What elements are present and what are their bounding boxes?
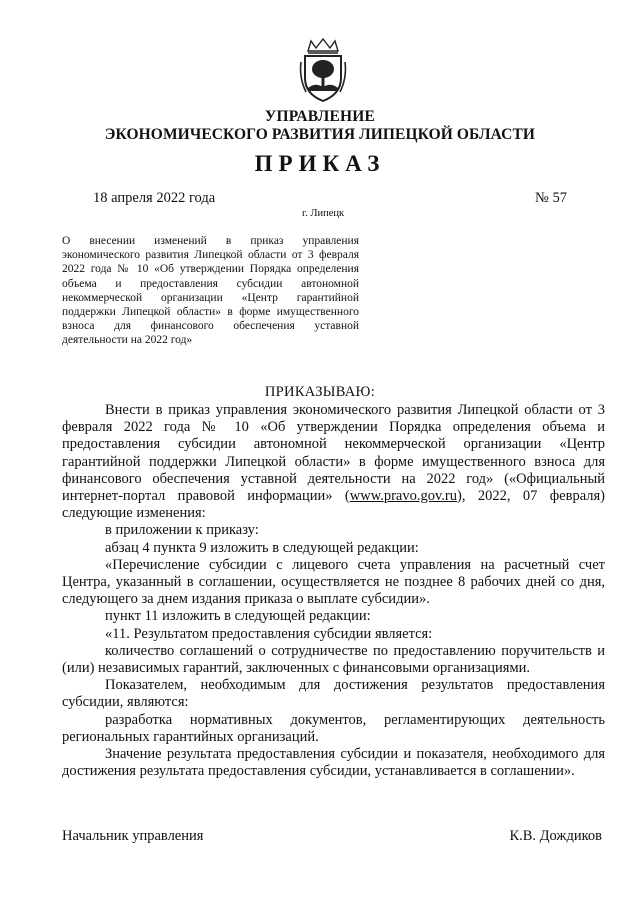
document-title: ПРИКАЗ: [254, 151, 386, 176]
organization-name-line1: УПРАВЛЕНИЕ: [264, 108, 376, 125]
lipetsk-coat-of-arms-icon: [298, 38, 348, 104]
body-paragraph-6: «11. Результатом предоставления субсидии является:: [105, 625, 433, 642]
body-paragraph-3: абзац 4 пункта 9 изложить в следующей редакции:: [105, 539, 419, 556]
document-city: г. Липецк: [302, 208, 345, 219]
order-word: ПРИКАЗЫВАЮ:: [264, 384, 376, 400]
body-paragraph-10: Значение результата предоставления субсидии и показателя, необходимого для достижения результата предоставления субсидии, устанавливается в соглашении».: [62, 746, 605, 780]
document-number: № 57: [535, 190, 567, 206]
body-paragraph-8: Показателем, необходимым для достижения результатов предоставления субсидии, являются:: [62, 677, 605, 711]
document-date: 18 апреля 2022 года: [93, 190, 216, 206]
body-paragraph-5: пункт 11 изложить в следующей редакции:: [105, 608, 371, 625]
body-paragraph-1: [62, 402, 605, 522]
paragraph-text: ), 2022, 07 февраля) следующие изменения:: [62, 488, 605, 522]
document-subject: О внесении изменений в приказ управления экономического развития Липецкой области от 3 февраля 2022 года № 10 «Об утверждении Порядка определения объема и предоставления субсидии автономной некоммерческой организации «Центр гарантийной поддержки Липецкой области» в форме имущественного взноса для финансового обеспечения уставной деятельности на 2022 год»: [62, 235, 359, 347]
body-paragraph-2: в приложении к приказу:: [105, 522, 259, 539]
signatory-position: Начальник управления: [62, 828, 204, 844]
document-body: [62, 402, 605, 780]
body-paragraph-7: количество соглашений о сотрудничестве по предоставлению поручительств и (или) независимых гарантий, заключенных с финансовыми организациями.: [62, 642, 605, 677]
pravo-link[interactable]: www.pravo.gov.ru: [349, 488, 457, 505]
body-paragraph-9: разработка нормативных документов, регламентирующих деятельность региональных гарантийных организаций.: [62, 711, 605, 745]
organization-name-line2: ЭКОНОМИЧЕСКОГО РАЗВИТИЯ ЛИПЕЦКОЙ ОБЛАСТИ: [104, 126, 536, 143]
body-paragraph-4: «Перечисление субсидии с лицевого счета управления на расчетный счет Центра, указанный в соглашении, осуществляется не позднее 8 рабочих дней со дня, следующего за днем издания приказа о выплате субсидии».: [62, 556, 605, 608]
signatory-name: К.В. Дождиков: [509, 828, 602, 844]
paragraph-text: Внести в приказ управления экономического развития Липецкой области от 3 февраля 2022 года № 10 «Об утверждении Порядка определения объема и предоставления субсидии автономной некоммерческой организации «Центр гарантийной поддержки Липецкой области» в форме имущественного взноса для финансового обеспечения уставной деятельности на 2022 год» («Официальный интернет-портал правовой информации» (: [62, 402, 605, 505]
